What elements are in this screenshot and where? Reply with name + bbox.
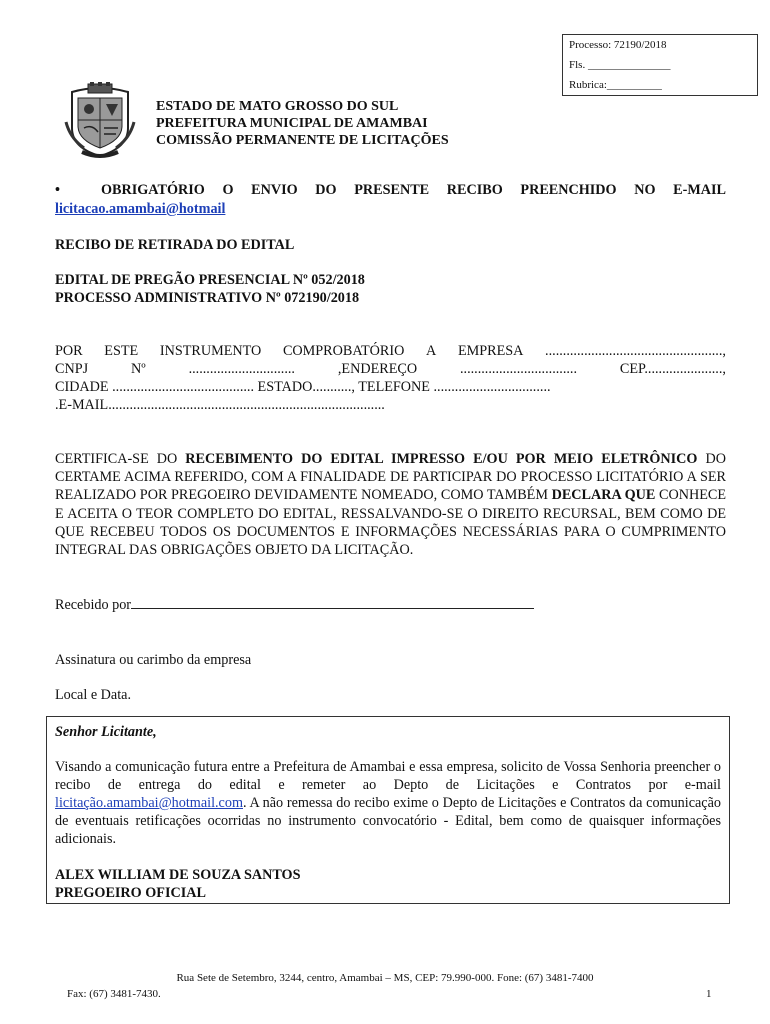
form-word: ,ENDEREÇO	[337, 361, 418, 377]
bidder-notice-box	[46, 716, 730, 904]
footer-address: Rua Sete de Setembro, 3244, centro, Amambai – MS, CEP: 79.990-000. Fone: (67) 3481-7400	[176, 972, 594, 984]
process-number: Processo: 72190/2018	[569, 39, 667, 51]
empresa-fill-field[interactable]: ..................................................,	[545, 343, 726, 359]
notice-body-text: Visando a comunicação futura entre a Prefeitura de Amambai e essa empresa, solicito de Vossa Senhoria preencher o recibo de entrega do edital e remeter ao Depto de Licitações e Contratos por e-mail	[55, 759, 721, 793]
process-admin-number: PROCESSO ADMINISTRATIVO Nº 072190/2018	[55, 290, 360, 306]
certification-paragraph	[55, 450, 726, 559]
form-line-cnpj	[55, 360, 726, 378]
notice-body-text: . A não remessa do recibo exime o Depto de Licitações e Contratos da comunicação de eventuais retificações ocorridas no instrumento convocatório - Edital, bem como de quaisquer informações adicionais.	[55, 795, 721, 847]
header-commission: COMISSÃO PERMANENTE DE LICITAÇÕES	[156, 133, 449, 148]
municipal-crest-logo	[64, 82, 136, 160]
form-word: POR	[55, 343, 83, 359]
signatory-role: PREGOEIRO OFICIAL	[55, 885, 206, 901]
notice-salutation: Senhor Licitante,	[55, 724, 157, 740]
process-info-box	[562, 34, 758, 96]
cnpj-fill-field[interactable]: ..............................	[188, 361, 295, 377]
form-line-email[interactable]: .E-MAIL..............................................................................	[55, 397, 385, 413]
received-by-label: Recebido por	[55, 597, 132, 613]
receipt-title: RECIBO DE RETIRADA DO EDITAL	[55, 237, 295, 253]
signatory-name: ALEX WILLIAM DE SOUZA SANTOS	[55, 867, 301, 883]
page-number: 1	[706, 988, 712, 1000]
notice-body	[55, 758, 721, 848]
edital-number: EDITAL DE PREGÃO PRESENCIAL Nº 052/2018	[55, 272, 365, 288]
signature-label: Assinatura ou carimbo da empresa	[55, 652, 252, 668]
mandatory-notice	[55, 181, 726, 199]
form-word: INSTRUMENTO	[159, 343, 262, 359]
place-date-label: Local e Data.	[55, 687, 132, 703]
cert-bold-text: RECEBIMENTO DO EDITAL IMPRESSO E/OU POR MEIO ELETRÔNICO	[185, 451, 698, 467]
notice-body-email-link[interactable]: licitação.amambai@hotmail.com	[55, 795, 243, 811]
received-by-line	[55, 596, 726, 614]
fls-field: Fls. _______________	[569, 59, 671, 71]
form-line-empresa	[55, 342, 726, 360]
endereco-fill-field[interactable]: .................................	[459, 361, 578, 377]
form-word: CNPJ	[55, 361, 89, 377]
form-word: COMPROBATÓRIO	[282, 343, 405, 359]
footer-fax: Fax: (67) 3481-7430.	[67, 988, 161, 1000]
form-word: A	[426, 343, 437, 359]
received-by-signature-field[interactable]	[131, 596, 534, 609]
mandatory-notice-text: OBRIGATÓRIO O ENVIO DO PRESENTE RECIBO PREENCHIDO NO E-MAIL	[101, 182, 726, 198]
notice-signatory	[55, 866, 721, 902]
form-word: EMPRESA	[457, 343, 524, 359]
rubrica-field: Rubrica:__________	[569, 79, 662, 91]
header-prefeitura: PREFEITURA MUNICIPAL DE AMAMBAI	[156, 116, 428, 131]
bullet-icon: •	[55, 182, 60, 198]
notice-email-link[interactable]: licitacao.amambai@hotmail	[55, 201, 226, 217]
cert-text: DO CERTAME ACIMA REFERIDO, COM A FINALIDADE DE PARTICIPAR DO PROCESSO LICITATÓRIO A SER REALIZADO POR PREGOEIRO DEVIDAMENTE NOMEADO, COMO TAMBÉM	[55, 451, 726, 504]
cep-fill-field[interactable]: CEP......................,	[619, 361, 726, 377]
header-state: ESTADO DE MATO GROSSO DO SUL	[156, 99, 399, 114]
cert-text: CONHECE E ACEITA O TEOR COMPLETO DO EDITAL, RESSALVANDO-SE O DIREITO RECURSAL, BEM COMO DE QUE RECEBEU TODOS OS DOCUMENTOS E INFORMAÇÕES NECESSÁRIAS PARA O CUMPRIMENTO INTEGRAL DAS OBRIGAÇÕES OBJETO DA LICITAÇÃO.	[55, 487, 726, 559]
form-line-cidade[interactable]: CIDADE ........................................ ESTADO..........., TELEFONE .................................	[55, 379, 551, 395]
form-word: ESTE	[104, 343, 139, 359]
cert-bold-text: DECLARA QUE	[551, 487, 656, 504]
form-word: Nº	[131, 361, 146, 377]
notice-email-line	[55, 200, 726, 218]
cert-text: CERTIFICA-SE DO	[55, 451, 186, 467]
document-header	[156, 98, 449, 149]
